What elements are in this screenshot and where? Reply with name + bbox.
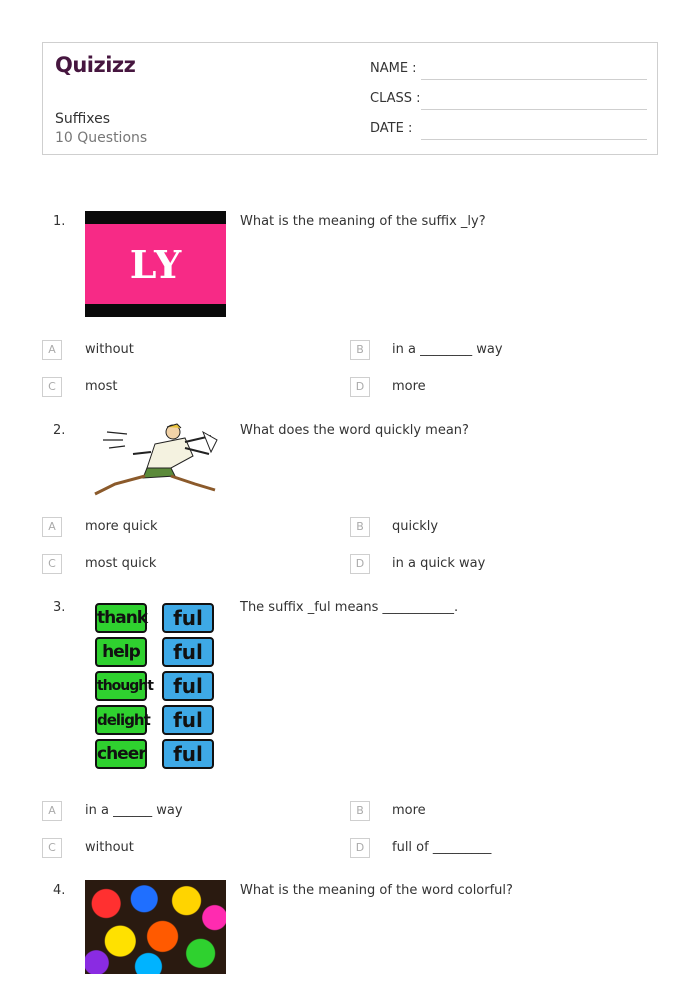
option-letter: D: [350, 377, 370, 397]
class-label: CLASS :: [370, 91, 421, 106]
name-label: NAME :: [370, 61, 417, 76]
option-letter: C: [42, 554, 62, 574]
suffix-tile: ful: [162, 705, 214, 735]
quizizz-logo: Quizizz: [55, 53, 136, 77]
option-text: most: [85, 379, 118, 394]
question-number: 1.: [53, 214, 66, 229]
option-letter: A: [42, 801, 62, 821]
worksheet-title: Suffixes: [55, 111, 111, 127]
suffix-tiles-image: [85, 598, 226, 778]
option-text: most quick: [85, 556, 157, 571]
question-image-ly: [85, 211, 226, 317]
option-letter: A: [42, 517, 62, 537]
word-tile: help: [95, 637, 147, 667]
option-letter: B: [350, 801, 370, 821]
option-text: in a ________ way: [392, 342, 503, 357]
option-text: quickly: [392, 519, 439, 534]
option-text: more: [392, 803, 426, 818]
question-number: 2.: [53, 423, 66, 438]
option-letter: D: [350, 554, 370, 574]
option-text: in a ______ way: [85, 803, 183, 818]
option-text: more: [392, 379, 426, 394]
question-text: The suffix _ful means ___________.: [240, 600, 459, 615]
date-line: [421, 139, 647, 140]
suffix-tile: ful: [162, 671, 214, 701]
suffix-tile: ful: [162, 637, 214, 667]
option-letter: D: [350, 838, 370, 858]
question-number: 3.: [53, 600, 66, 615]
option-letter: A: [42, 340, 62, 360]
date-label: DATE :: [370, 121, 413, 136]
question-text: What is the meaning of the suffix _ly?: [240, 214, 486, 229]
question-count: 10 Questions: [55, 130, 148, 146]
option-letter: C: [42, 377, 62, 397]
option-letter: B: [350, 340, 370, 360]
option-text: full of _________: [392, 840, 492, 855]
question-text: What does the word quickly mean?: [240, 423, 469, 438]
option-text: without: [85, 840, 134, 855]
running-man-illustration: [85, 418, 226, 498]
question-text: What is the meaning of the word colorful?: [240, 883, 513, 898]
word-tile: thought: [95, 671, 147, 701]
word-tile: thank: [95, 603, 147, 633]
name-line: [421, 79, 647, 80]
ly-image-text: LY: [129, 241, 182, 287]
word-tile: cheer: [95, 739, 147, 769]
rainbow-roses-image: [85, 880, 226, 974]
question-number: 4.: [53, 883, 66, 898]
option-letter: B: [350, 517, 370, 537]
option-letter: C: [42, 838, 62, 858]
option-text: in a quick way: [392, 556, 486, 571]
suffix-tile: ful: [162, 739, 214, 769]
class-line: [421, 109, 647, 110]
option-text: more quick: [85, 519, 158, 534]
worksheet-header: [42, 42, 658, 155]
word-tile: delight: [95, 705, 147, 735]
suffix-tile: ful: [162, 603, 214, 633]
option-text: without: [85, 342, 134, 357]
